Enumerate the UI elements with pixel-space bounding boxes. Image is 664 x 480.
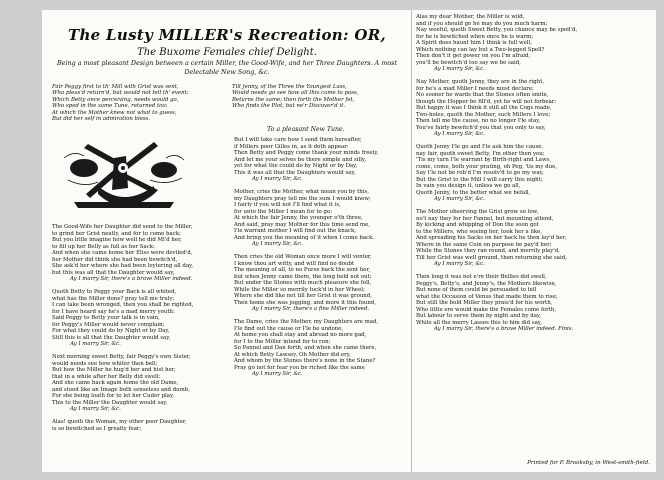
intro-line: Till Jenny, of the Three the Youngest Lass, bbox=[232, 84, 347, 90]
verse-line: what has the Miller done? pray tell me truly; bbox=[52, 295, 175, 302]
intro-line: Which Betty once perceiving, needs would go, bbox=[52, 96, 179, 103]
verse-line: Next morning sweet Betty, fair Peggy's own Sister, bbox=[52, 354, 191, 360]
tune-note: To a pleasant New Tune. bbox=[267, 126, 345, 133]
verse-line: Ay I marry Sir, there's a brave Miller indeed. bbox=[70, 276, 193, 282]
verse-line: This it was all that the Daughters would say, bbox=[234, 169, 356, 176]
verse-line: what the Occasion of Venus that made them to rise; bbox=[416, 293, 558, 300]
verse-line: But how the Miller he hug'd her and hist her, bbox=[52, 367, 176, 373]
verse-line: you'll be bewitch'd too say we be said, bbox=[416, 59, 521, 66]
verse-line: And bring you the meaning of it when I come back. bbox=[234, 234, 375, 241]
verse-line: that in a while after her Belly did swell: bbox=[52, 373, 161, 380]
verse-line: While all the merry Lasses this to him did say, bbox=[416, 319, 542, 326]
verse-line: Said Peggy to Betty your talk is in vain, bbox=[52, 315, 160, 321]
verse-line: though the Hopper be fill'd, yet he will not forbear: bbox=[416, 98, 557, 105]
right-page bbox=[412, 10, 656, 472]
verse-line: But still the bold Miller they prais'd for his worth, bbox=[416, 300, 553, 306]
verse-line: And when she came home her Eliss were deviled'd, bbox=[52, 250, 193, 256]
verse-line: But you little imagine how well he did Ml'd her, bbox=[52, 237, 182, 243]
verse-line: And let me your selves be there simple and silly, bbox=[234, 156, 366, 163]
verse-line: Ay I marry Sir, &c. bbox=[252, 176, 303, 182]
verse-line: to fill up her Belly as full as her Sack: bbox=[52, 243, 155, 250]
verse-line: and stood like an Image both senseless and dumb, bbox=[52, 386, 190, 393]
verse-line: But labour to serve them by night and by day, bbox=[416, 313, 541, 319]
verse-line: At which Betty Lawsey, Oh Mother did ery, bbox=[234, 351, 351, 358]
verse-line: Nay Mother, quoth Jenny, they are in the right, bbox=[416, 79, 545, 85]
verse-line: I'le find out the cause or I'le be undone, bbox=[234, 325, 344, 332]
intro-line: Who finds the Plot, but ne'r Discover'd it. bbox=[232, 103, 346, 110]
verse-line: For she being loath for to let her Cuder play, bbox=[52, 393, 175, 399]
verse-line: But none of them could be persuaded to tell bbox=[416, 287, 537, 293]
intro-line: Returns the same; then forth the Mother fet, bbox=[232, 96, 355, 103]
verse-line: would needs see how whiter then bell; bbox=[52, 360, 158, 367]
intro-line: Would needs go see how all this came to pass, bbox=[232, 90, 359, 97]
windmill-woodcut-icon bbox=[54, 128, 194, 220]
verse-line: At home you shall stay and abroad no more gad, bbox=[234, 332, 367, 338]
verse-line: Who little ere would make the Females come forth, bbox=[416, 306, 557, 313]
verse-line: The Good-Wife her Daughter did send to the Miller, bbox=[52, 224, 193, 230]
verse-line: But I will take care how I send them hereafter, bbox=[234, 137, 362, 143]
verse-line: Say I'le not be rob'd I'm resolv'd to go my way, bbox=[416, 170, 544, 176]
verse-line: The Dame, cries the Mother, my Daughters are mad, bbox=[234, 319, 379, 325]
verse-line: You've fairly bewitch'd you that you only to say, bbox=[416, 124, 546, 131]
verse-line: I can take been wronged, then you shall be righted, bbox=[52, 302, 194, 308]
verse-line: The Mother observing the Grist grow so low, bbox=[416, 209, 539, 215]
verse-line: But happy it was I think it still all the Cogs made, bbox=[416, 105, 552, 111]
verse-line: is so bewitched as I greatly fear; bbox=[52, 425, 142, 432]
verse-line: Ay I marry Sir, &c. bbox=[70, 341, 121, 347]
verse-line: Quoth Betty to Peggy your Back is all whited, bbox=[52, 289, 177, 295]
ballad-subtitle: The Buxome Females chief Delight. bbox=[137, 47, 317, 58]
verse-column-2 bbox=[234, 137, 410, 378]
verse-line: But under the Stones with much pleasure she fell, bbox=[234, 280, 372, 286]
verse-column-1 bbox=[52, 224, 232, 432]
verse-line: for he is bewitched when once he is warm; bbox=[416, 33, 534, 40]
verse-line: to the Millers, who seeing her, took her a like, bbox=[416, 228, 543, 235]
intro-line: Who pleas'd return'd, but would not tell th' event; bbox=[52, 90, 189, 97]
verse-line: For what they could do by Night or by Day, bbox=[52, 328, 170, 334]
intro-verse-left bbox=[52, 84, 228, 122]
verse-line: This to the Miller the Daughter would say, bbox=[52, 399, 168, 406]
verse-line: Ay I marry Sir, &c. bbox=[434, 131, 485, 137]
verse-line: In vain you design it, unless we go all, bbox=[416, 183, 521, 189]
verse-line: Pray go not for fear you be riched like the same bbox=[234, 364, 365, 371]
left-page bbox=[42, 10, 412, 472]
verse-line: And she came back again home the old Dame, bbox=[52, 380, 179, 386]
verse-line: yet for what the could do by Night or by Day, bbox=[234, 163, 358, 169]
verse-line: Then cries the old Woman once more I will venter, bbox=[234, 254, 372, 260]
verse-line: Mother, cries the Mother, what mean you by this, bbox=[234, 189, 369, 195]
verse-line: And whom by the Stones there's none in the Stane? bbox=[234, 358, 376, 364]
verse-line: I know thou art witty, and will find no doubt bbox=[234, 260, 355, 267]
verse-line: Then long it was not e're their Bellies did swell, bbox=[416, 274, 547, 280]
verse-line: Ay I marry Sir, there's a fine Miller indeed. bbox=[252, 306, 370, 312]
verse-line: my Daughters pray tell me the sum I would know; bbox=[234, 195, 371, 202]
verse-line: Ay I marry Sir, &c. bbox=[434, 261, 485, 267]
verse-line: Then Betty and Peggy come thank your minds freely, bbox=[234, 150, 379, 156]
verse-line: Peggy's, Betty's, and Jenny's, the Mothers likewise, bbox=[416, 280, 557, 287]
verse-line: Ay I marry Sir, &c. bbox=[434, 196, 485, 202]
verse-line: But the Grist to the Mill I will carry this night; bbox=[416, 176, 543, 183]
verse-column-3 bbox=[416, 14, 652, 333]
verse-line: The meaning of all, to no Purse back the sent her, bbox=[234, 267, 371, 273]
verse-line: A Spirit does haunt him I think is full well, bbox=[416, 40, 533, 46]
verse-line: Ay I marry Sir, there's a brave Miller indeed. Finis. bbox=[434, 326, 574, 332]
verse-line: to grind her Grist neatly, and for to come back; bbox=[52, 230, 181, 237]
verse-line: for I to the Miller intend for to run: bbox=[234, 338, 331, 345]
printer-imprint: Printed for P. Brooksby, in West-smith-field. bbox=[527, 460, 650, 466]
verse-line: Two-holes, quoth the Mother, such Millers I love; bbox=[416, 111, 551, 118]
verse-line: And spreading his Sacks on her back he then lay'd her, bbox=[416, 235, 567, 241]
verse-line: Quoth Jenny I'le go and I'le ask him the cause, bbox=[416, 144, 544, 150]
intro-line: But did her self in admiration bless. bbox=[52, 116, 151, 123]
verse-line: Then don't it get power on you I'm afraid, bbox=[416, 53, 531, 59]
verse-line: I'le warrant mother I will find out the knack, bbox=[234, 228, 356, 234]
verse-line: She ask'd her where she had been loytering all day, bbox=[52, 263, 194, 269]
verse-line: Then tell me the cause, no no longer I'le stay, bbox=[416, 118, 541, 124]
verse-line: Alas my dear Mother, the Miller is wild, bbox=[416, 14, 525, 20]
verse-line: but when Jenny came there, the long held not out; bbox=[234, 273, 372, 280]
verse-line: for Peggy's Miller would never complain; bbox=[52, 321, 165, 328]
verse-line: While the Miller so merrily tuck'd in her Wheel; bbox=[234, 286, 365, 293]
verse-line: but this was all that the Daughter would say, bbox=[52, 269, 175, 276]
verse-line: Ay I marry Sir, &c. bbox=[252, 371, 303, 377]
verse-line: Where she did like not till her Grist it was ground, bbox=[234, 293, 372, 299]
verse-line: come, come, both your prating, oh Peg, 'tis my due, bbox=[416, 163, 558, 170]
verse-line: nay fair, quoth sweet Betty, I'm other then you; bbox=[416, 150, 545, 157]
verse-line: 'Tis my turn I'le warrant by Birth-right and Laws, bbox=[416, 157, 552, 163]
intro-line: At which the Mother knew not what to guess, bbox=[52, 109, 177, 116]
verse-line: So Pannel and Dan forth, and when she came there, bbox=[234, 345, 377, 351]
verse-line: Till her Grist was well ground, then returning she said, bbox=[416, 254, 567, 261]
verse-line: Still this is all that the Daughter would say, bbox=[52, 334, 171, 341]
verse-line: Ay I marry Sir, &c. bbox=[70, 406, 121, 412]
ballad-title: The Lusty MILLER's Recreation: OR, bbox=[67, 26, 387, 44]
verse-line: for he's a mad Miller I needs must declare; bbox=[416, 85, 534, 92]
ballad-description: Being a most pleasant Design between a certain Miller, the Good-Wife, and her Three Daughters. A most Delectable New Song, &c. bbox=[56, 59, 398, 76]
intro-line: Who sped in the same Tune, returned too; bbox=[52, 103, 168, 110]
verse-line: No sooner he wards that the Stones often smite, bbox=[416, 92, 549, 98]
verse-line: no't nay they for her Fannel, but mounting attend, bbox=[416, 215, 554, 222]
verse-line: I fairly if you will not I'll find what it is, bbox=[234, 202, 341, 208]
verse-line: if Millers poor Gilles in, as it doth appear: bbox=[234, 143, 349, 150]
verse-line: for I have heard say he's a mad merry youth: bbox=[52, 308, 175, 315]
verse-line: At which the fair Jenny, the younger o'th three, bbox=[234, 215, 363, 221]
verse-line: Alas! quoth the Woman, my other poor Daughter, bbox=[52, 419, 187, 425]
verse-line: Where in the same Coin on purpose he pay'd her; bbox=[416, 241, 552, 248]
verse-line: her Mother did think she had been bewitch'd, bbox=[52, 256, 178, 263]
verse-line: Then home she was jogging, and more it this found, bbox=[234, 299, 376, 306]
verse-line: And said, pray may Mother for this time send me, bbox=[234, 221, 370, 228]
verse-line: By kicking and whipping of Don the soon got bbox=[416, 222, 539, 228]
verse-line: Ay I marry Sir, &c. bbox=[252, 241, 303, 247]
verse-line: While the Stones they ran round, and merrily play'd, bbox=[416, 248, 560, 254]
verse-line: Nay woeful, quoth Sweet Betty, you chance may be spoil'd, bbox=[416, 27, 578, 33]
verse-line: Quoth Jenny, to the better what we befall, bbox=[416, 189, 531, 196]
verse-line: for unto the Miller I mean for to go: bbox=[234, 208, 333, 215]
intro-verse-right bbox=[232, 84, 408, 110]
verse-line: and if you should go he may do you much harm; bbox=[416, 20, 548, 27]
verse-line: Which nothing can lay but a Two-legged Spell? bbox=[416, 46, 545, 53]
verse-line: Ay I marry Sir, &c. bbox=[434, 66, 485, 72]
intro-line: Fair Peggy first to th' Mill with Grist was sent, bbox=[52, 84, 179, 90]
